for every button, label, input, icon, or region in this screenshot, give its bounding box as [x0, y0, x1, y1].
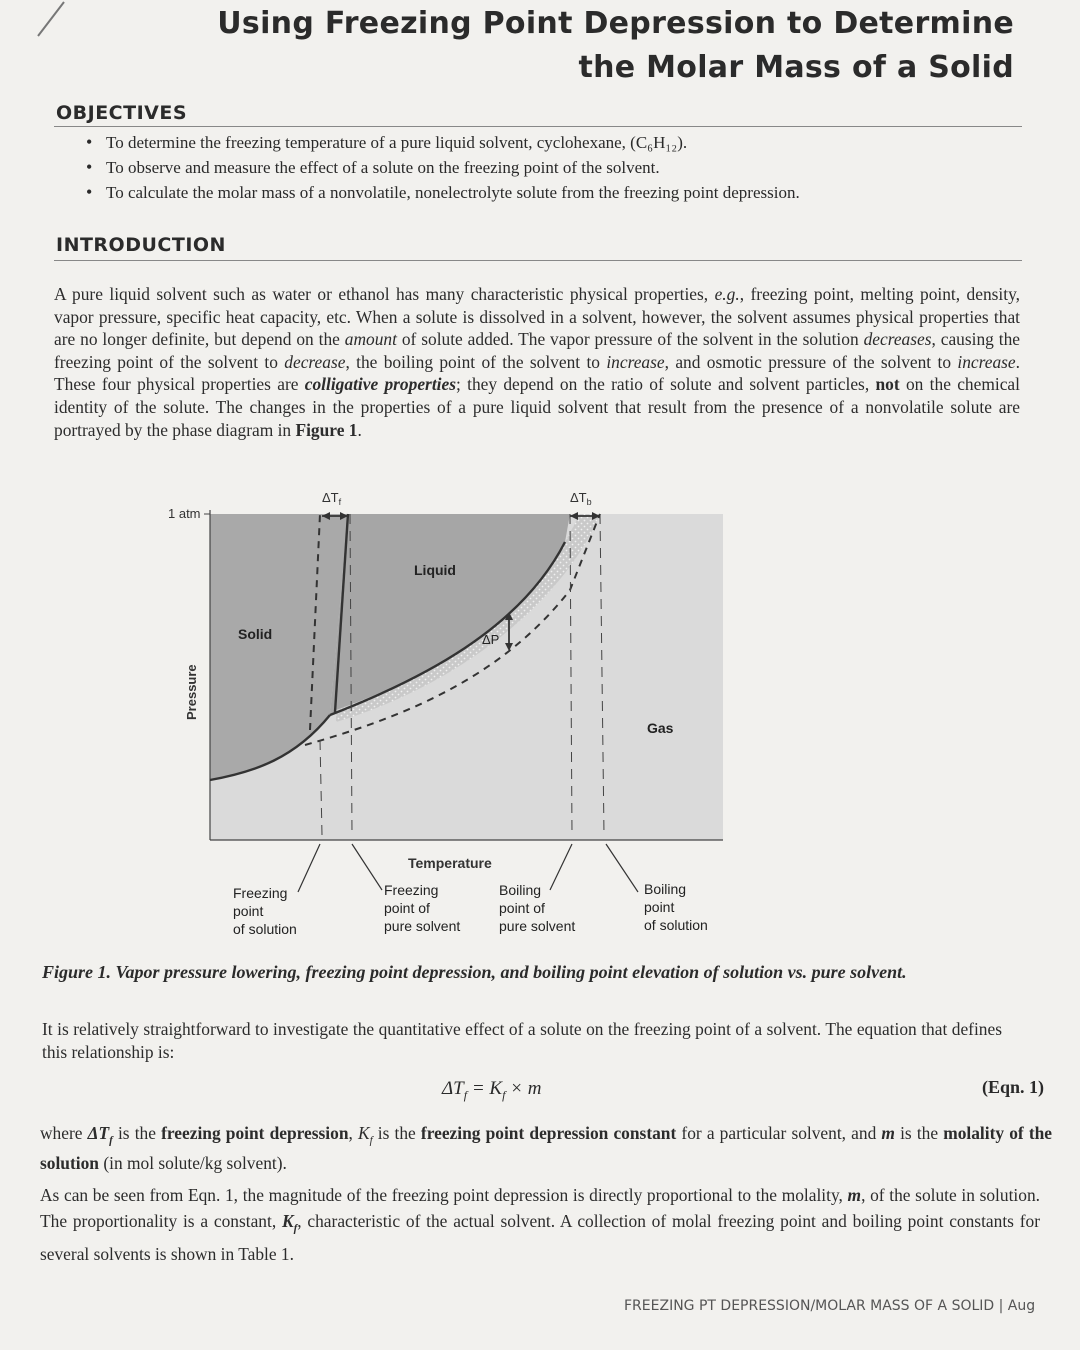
page-title	[217, 2, 1014, 90]
one-atm-label: 1 atm	[168, 506, 201, 521]
delta-p-label: ΔP	[482, 632, 500, 647]
phase-diagram	[160, 480, 760, 950]
pointer-line	[606, 844, 638, 892]
label-line: Freezing	[384, 882, 439, 898]
introduction-heading: INTRODUCTION	[56, 234, 226, 256]
label-line: point of	[384, 900, 430, 916]
objective-item: • To calculate the molar mass of a nonvolatile, nonelectrolyte solute from the freezing point depression.	[86, 180, 800, 205]
intro-paragraph: A pure liquid solvent such as water or ethanol has many characteristic physical properties, e.g., freezing point, melting point, density, vapor pressure, specific heat capacity, etc. When a solute is dissolved in a solvent, however, the solvent assumes physical properties that are no longer definite, but depend on the amount of solute added. The vapor pressure of the solvent in the solution decreases, causing the freezing point of the solvent to decrease, the boiling point of the solvent to increase, and osmotic pressure of the solvent to increase. These four physical properties are colligative properties; they depend on the ratio of solute and solvent particles, not on the chemical identity of the solute. The changes in the properties of a pure liquid solvent that result from the presence of a nonvolatile solute are portrayed by the phase diagram in Figure 1.	[54, 284, 1021, 440]
label-line: pure solvent	[384, 918, 461, 934]
label-line: pure solvent	[499, 918, 576, 934]
delta-tf-label: $\Delta T_f$	[322, 490, 342, 507]
page-footer: FREEZING PT DEPRESSION/MOLAR MASS OF A SOLID | Aug	[624, 1298, 1036, 1314]
pressure-axis-label: Pressure	[184, 664, 199, 720]
label-fp-pure	[384, 882, 460, 934]
objectives-heading: OBJECTIVES	[56, 102, 188, 124]
proportionality-paragraph: As can be seen from Eqn. 1, the magnitude of the freezing point depression is directly proportional to the molality, m, of the solute in solution. The proportionality is a constant, $K_f$, characteristic of the actual solvent. A collection of molal freezing point and boiling point constants for several solvents is shown in Table 1.	[40, 1185, 1040, 1265]
label-line: point	[644, 899, 675, 915]
definitions-paragraph: where $\Delta T_f$ is the freezing point depression, $K_f$ is the freezing point depression constant for a particular solvent, and m is the molality of the solution (in mol solute/kg solvent).	[40, 1123, 1053, 1174]
objectives-rule	[54, 126, 1022, 127]
pen-mark-decoration	[30, 0, 70, 40]
label-line: point of	[499, 900, 545, 916]
solid-label: Solid	[238, 626, 273, 642]
introduction-rule	[54, 260, 1022, 261]
delta-tb-label: $\Delta T_b$	[570, 490, 592, 507]
label-line: point	[233, 903, 264, 919]
figure-caption: Figure 1. Vapor pressure lowering, freezing point depression, and boiling point elevation of solution vs. pure solvent.	[42, 962, 907, 982]
equation-intro-paragraph: It is relatively straightforward to investigate the quantitative effect of a solute on the freezing point of a solvent. The equation that defines this relationship is:	[42, 1019, 1002, 1062]
label-line: Freezing	[233, 885, 288, 901]
title-line-2: the Molar Mass of a Solid	[578, 50, 1014, 85]
label-bp-solution	[644, 881, 708, 933]
label-line: Boiling	[499, 882, 542, 898]
label-line: Boiling	[644, 881, 687, 897]
liquid-label: Liquid	[414, 562, 456, 578]
equation: $\Delta T_f = K_f \times m$	[442, 1078, 542, 1102]
equation-number: (Eqn. 1)	[982, 1077, 1045, 1097]
pointer-line	[550, 844, 572, 890]
objective-item: • To determine the freezing temperature of a pure liquid solvent, cyclohexane, (C₆H₁₂).	[86, 130, 800, 155]
label-bp-pure	[499, 882, 575, 934]
temperature-axis-label: Temperature	[408, 855, 492, 871]
label-line: of solution	[644, 917, 708, 933]
label-fp-solution	[233, 885, 297, 937]
pointer-line	[298, 844, 320, 892]
label-line: of solution	[233, 921, 297, 937]
gas-label: Gas	[647, 720, 674, 736]
objective-item: • To observe and measure the effect of a solute on the freezing point of the solvent.	[86, 155, 800, 180]
title-line-1: Using Freezing Point Depression to Determine	[217, 6, 1014, 41]
objectives-list	[86, 130, 800, 205]
pointer-line	[352, 844, 382, 890]
